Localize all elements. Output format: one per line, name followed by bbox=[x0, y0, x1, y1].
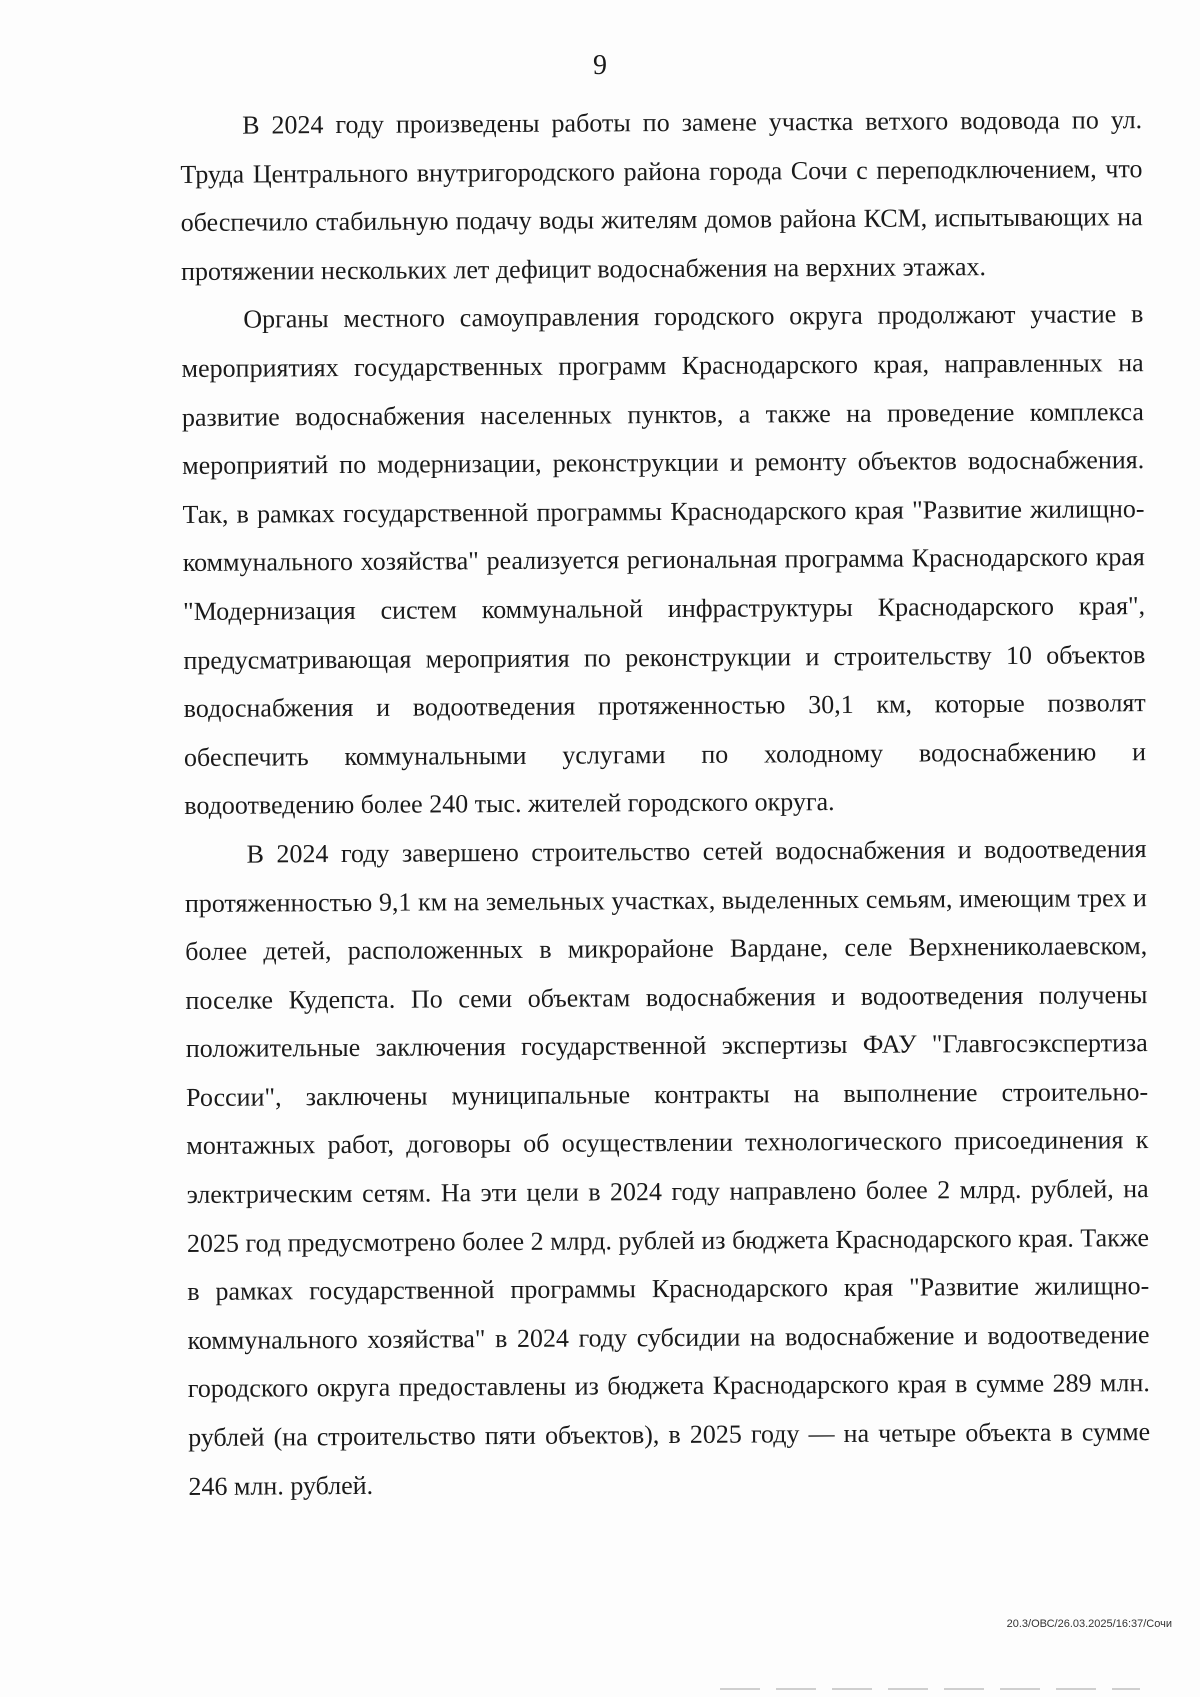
scan-edge-divider bbox=[720, 1688, 1140, 1690]
paragraph-water-main-replacement: В 2024 году произведены работы по замене участка ветхого водовода по ул. Труда Центрального внутригородского района города Сочи с переподключением, что обеспечило стабильную подачу воды жителям домов района КСМ, испытывающих на протяжении нескольких лет дефицит водоснабжения на верхних этажах. bbox=[180, 105, 1143, 286]
paragraph-construction-2024: В 2024 году завершено строительство сетей водоснабжения и водоотведения протяженностью 9,1 км на земельных участках, выделенных семьям, имеющим трех и более детей, расположенных в микрорайоне Вардане, селе Верхнениколаевском, поселке Кудепста. По семи объектам водоснабжения и водоотведения получены положительные заключения государственной экспертизы ФАУ "Главгосэкспертиза России", заключены муниципальные контракты на выполнение строительно-монтажных работ, договоры об осуществлении технологического присоединения к электрическим сетям. На эти цели в 2024 году направлено более 2 млрд. рублей, на 2025 год предусмотрено более 2 млрд. рублей из бюджета Краснодарского края. Также в рамках государственной программы Краснодарского края "Развитие жилищно-коммунального хозяйства" в 2024 году субсидии на водоснабжение и водоотведение городского округа предоставлены из бюджета Краснодарского края в сумме 289 млн. рублей (на строительство пяти объектов), в 2025 году — на четыре объекта в сумме 246 млн. рублей. bbox=[184, 834, 1151, 1501]
document-registration-stamp: 20.3/ОВС/26.03.2025/16:37/Сочи bbox=[1006, 1618, 1172, 1630]
page-number: 9 bbox=[593, 50, 607, 81]
document-body bbox=[180, 96, 1151, 1511]
paragraph-state-programs: Органы местного самоуправления городского округа продолжают участие в мероприятиях государственных программ Краснодарского края, направленных на развитие водоснабжения населенных пунктов, а также на проведение комплекса мероприятий по модернизации, реконструкции и ремонту объектов водоснабжения. Так, в рамках государственной программы Краснодарского края "Развитие жилищно-коммунального хозяйства" реализуется региональная программа Краснодарского края "Модернизация систем коммунальной инфраструктуры Краснодарского края", предусматривающая мероприятия по реконструкции и строительству 10 объектов водоснабжения и водоотведения протяженностью 30,1 км, которые позволят обеспечить коммунальными услугами по холодному водоснабжению и водоотведению более 240 тыс. жителей городского округа. bbox=[181, 299, 1147, 821]
